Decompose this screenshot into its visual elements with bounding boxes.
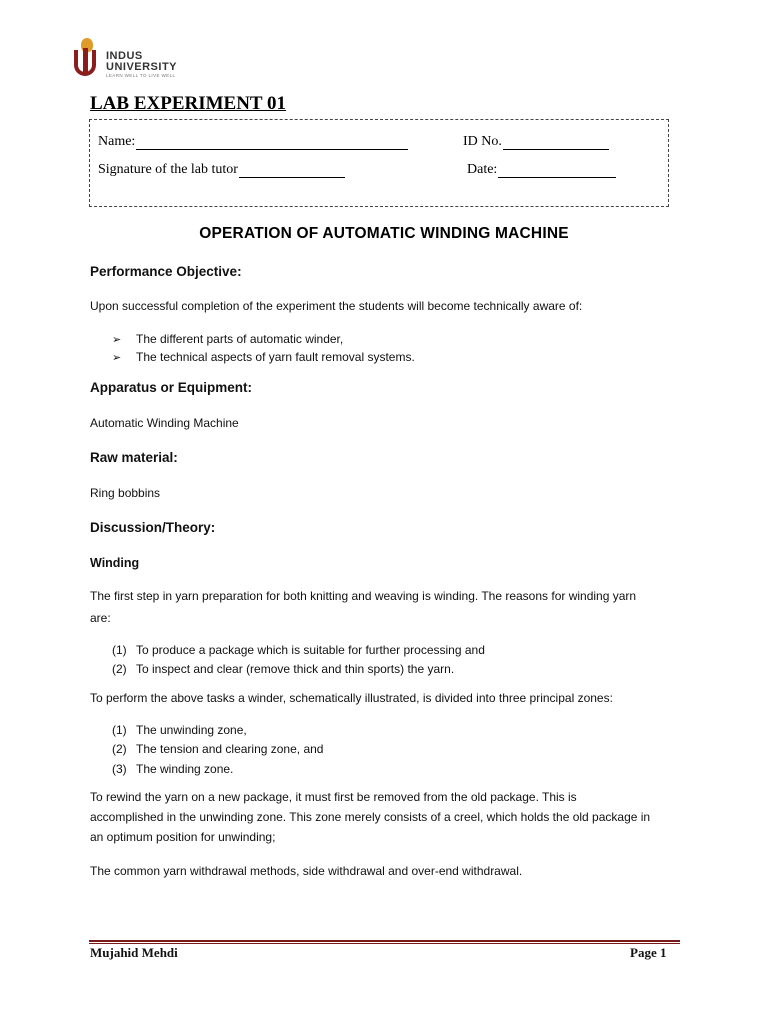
apparatus-heading: Apparatus or Equipment: xyxy=(90,380,253,395)
list-number: (2) xyxy=(112,662,127,676)
signature-line[interactable] xyxy=(239,165,345,178)
zones-intro: To perform the above tasks a winder, schematically illustrated, is divided into three principal zones: xyxy=(90,691,613,705)
footer-divider-thin xyxy=(89,943,680,944)
university-logo xyxy=(72,38,177,80)
list-item xyxy=(112,350,415,364)
list-item xyxy=(112,742,323,756)
arrow-bullet-icon: ➢ xyxy=(112,351,122,364)
list-number: (1) xyxy=(112,643,127,657)
logo-text xyxy=(106,51,177,79)
experiment-title: OPERATION OF AUTOMATIC WINDING MACHINE xyxy=(199,225,569,242)
list-number: (1) xyxy=(112,723,127,737)
signature-field[interactable] xyxy=(98,162,345,178)
apparatus-text: Automatic Winding Machine xyxy=(90,416,239,430)
bullet-text: The different parts of automatic winder, xyxy=(136,332,344,346)
performance-intro: Upon successful completion of the experiment the students will become technically aware of: xyxy=(90,299,583,313)
id-label: ID No. xyxy=(463,134,502,149)
student-info-box xyxy=(89,119,669,207)
lab-title: LAB EXPERIMENT 01 xyxy=(90,93,287,114)
signature-label: Signature of the lab tutor xyxy=(98,162,238,177)
logo-line-2: UNIVERSITY xyxy=(106,61,178,73)
name-line[interactable] xyxy=(136,137,408,150)
list-text: The winding zone. xyxy=(136,762,234,776)
arrow-bullet-icon: ➢ xyxy=(112,333,122,346)
list-item xyxy=(112,723,247,737)
footer-divider xyxy=(89,940,680,942)
performance-heading: Performance Objective: xyxy=(90,264,242,279)
list-text: The unwinding zone, xyxy=(136,723,247,737)
list-item xyxy=(112,643,485,657)
raw-material-heading: Raw material: xyxy=(90,450,178,465)
list-number: (3) xyxy=(112,762,127,776)
list-item xyxy=(112,762,233,776)
torch-logo-icon xyxy=(72,38,102,80)
rewind-para-line-2: accomplished in the unwinding zone. This zone merely consists of a creel, which holds the old package in xyxy=(90,810,651,824)
list-text: To inspect and clear (remove thick and thin sports) the yarn. xyxy=(136,662,455,676)
id-field[interactable] xyxy=(463,134,609,150)
list-number: (2) xyxy=(112,742,127,756)
list-text: The tension and clearing zone, and xyxy=(136,742,324,756)
logo-tagline: LEARN WELL TO LIVE WELL xyxy=(106,73,176,78)
footer-page-number: Page 1 xyxy=(630,945,667,960)
list-item xyxy=(112,662,454,676)
winding-para-line-1: The first step in yarn preparation for both knitting and weaving is winding. The reasons for winding yarn xyxy=(90,589,637,603)
discussion-heading: Discussion/Theory: xyxy=(90,520,216,535)
name-field[interactable] xyxy=(98,134,408,150)
rewind-para-line-1: To rewind the yarn on a new package, it must first be removed from the old package. This is xyxy=(90,790,577,804)
date-field[interactable] xyxy=(467,162,616,178)
list-text: To produce a package which is suitable for further processing and xyxy=(136,643,485,657)
withdrawal-para: The common yarn withdrawal methods, side withdrawal and over-end withdrawal. xyxy=(90,864,523,878)
bullet-text: The technical aspects of yarn fault removal systems. xyxy=(136,350,415,364)
list-item xyxy=(112,332,343,346)
raw-material-text: Ring bobbins xyxy=(90,486,161,500)
winding-subheading: Winding xyxy=(90,556,140,570)
date-line[interactable] xyxy=(498,165,616,178)
winding-para-line-2: are: xyxy=(90,611,111,625)
date-label: Date: xyxy=(467,162,498,177)
logo-line-1: INDUS xyxy=(106,50,143,62)
id-line[interactable] xyxy=(503,137,609,150)
rewind-para-line-3: an optimum position for unwinding; xyxy=(90,830,276,844)
footer-author: Mujahid Mehdi xyxy=(90,945,178,960)
name-label: Name: xyxy=(98,134,136,149)
